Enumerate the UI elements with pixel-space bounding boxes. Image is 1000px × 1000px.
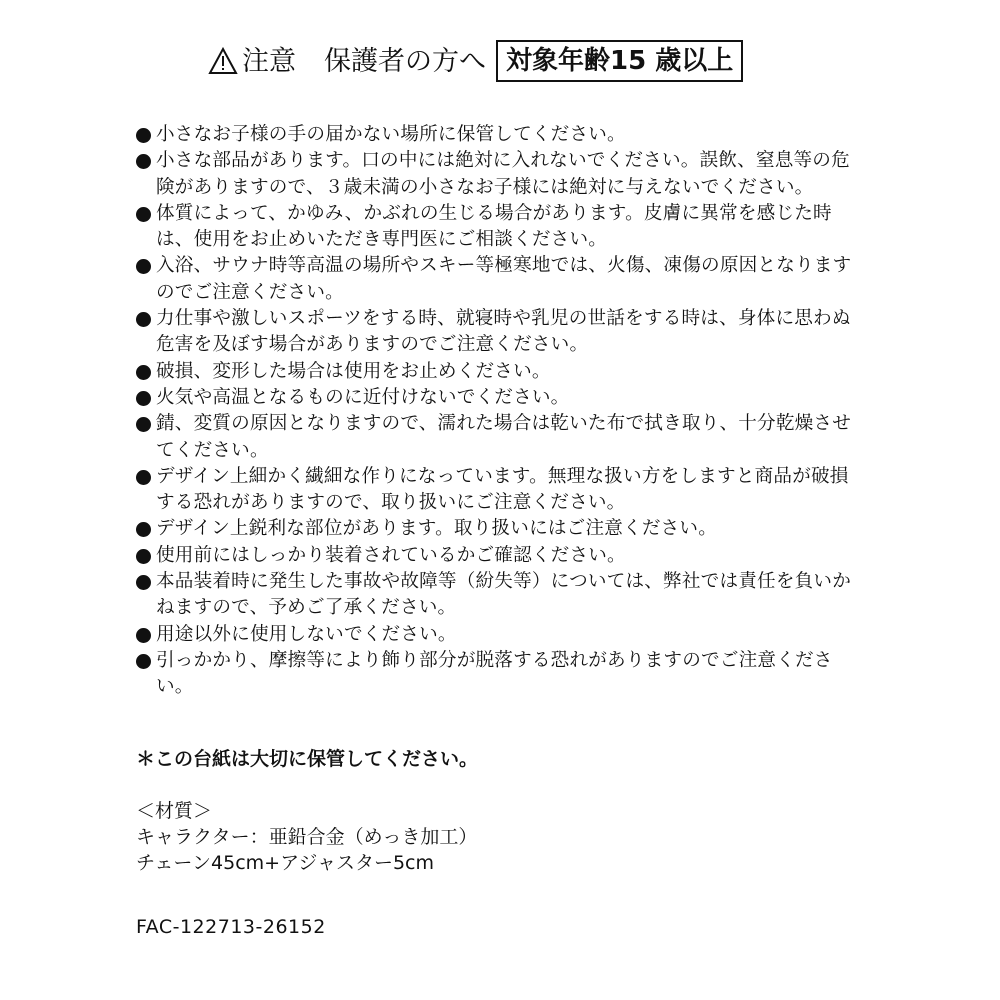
header-subtitle: 保護者の方へ (324, 45, 486, 77)
notice-item (136, 122, 856, 148)
bullet-icon (136, 417, 151, 432)
notice-text: 錆、変質の原因となりますので、濡れた場合は乾いた布で拭き取り、十分乾燥させてください。 (156, 413, 851, 461)
notice-text: 火気や高温となるものに近付けないでください。 (156, 386, 570, 408)
notice-text: 小さなお子様の手の届かない場所に保管してください。 (156, 124, 626, 145)
notice-text: 本品装着時に発生した事故や故障等（紛失等）については、弊社では責任を負いかねますので、予めご了承ください。 (156, 571, 851, 619)
notice-item (136, 543, 856, 569)
product-code: FAC-122713-26152 (136, 916, 326, 938)
notice-text: デザイン上鋭利な部位があります。取り扱いにはご注意ください。 (156, 518, 718, 540)
notice-text: 小さな部品があります。口の中には絶対に入れないでください。誤飲、窒息等の危険がありますので、３歳未満の小さなお子様には絶対に与えないでください。 (156, 150, 850, 198)
notice-item (136, 516, 856, 542)
warning-triangle-icon (208, 47, 238, 75)
bullet-icon (136, 128, 151, 143)
bullet-icon (136, 575, 151, 590)
warning-header (208, 38, 743, 84)
bullet-icon (136, 654, 151, 669)
material-line: チェーン45cm+アジャスター5cm (136, 852, 435, 874)
notice-item (136, 411, 856, 464)
notice-text: 使用前にはしっかり装着されているかご確認ください。 (156, 544, 626, 566)
material-line: キャラクター：亜鉛合金（めっき加工） (136, 826, 478, 848)
notice-item (136, 569, 856, 622)
notice-item (136, 148, 856, 201)
notice-item (136, 385, 856, 411)
notice-item (136, 359, 856, 385)
notice-item (136, 464, 856, 517)
bullet-icon (136, 259, 151, 274)
notice-text: デザイン上細かく繊細な作りになっています。無理な扱い方をしますと商品が破損する恐れがありますので、取り扱いにご注意ください。 (156, 465, 849, 514)
materials-heading: ＜材質＞ (136, 800, 213, 822)
notice-item (136, 306, 856, 359)
notice-item (136, 648, 856, 701)
bullet-icon (136, 522, 151, 537)
notice-text: 入浴、サウナ時等高温の場所やスキー等極寒地では、火傷、凍傷の原因となりますのでご注意ください。 (156, 255, 852, 303)
notice-text: 破損、変形した場合は使用をお止めください。 (156, 360, 551, 382)
bullet-icon (136, 391, 151, 406)
notice-item (136, 253, 856, 306)
materials-section (136, 798, 477, 876)
notice-text: 体質によって、かゆみ、かぶれの生じる場合があります。皮膚に異常を感じた時は、使用をお止めいただき専門医にご相談ください。 (156, 202, 832, 251)
keep-card-note: ＊この台紙は大切に保管してください。 (136, 748, 479, 770)
notice-item (136, 622, 856, 648)
notice-text: 引っかかり、摩擦等により飾り部分が脱落する恐れがありますのでご注意ください。 (156, 649, 833, 698)
bullet-icon (136, 207, 151, 222)
age-restriction-box: 対象年齢15 歳以上 (496, 40, 743, 82)
bullet-icon (136, 312, 151, 327)
bullet-icon (136, 470, 151, 485)
notice-list (136, 122, 856, 701)
notice-text: 用途以外に使用しないでください。 (156, 623, 457, 645)
bullet-icon (136, 628, 151, 643)
bullet-icon (136, 549, 151, 564)
bullet-icon (136, 154, 151, 169)
notice-item (136, 201, 856, 254)
header-title: 注意 (242, 45, 296, 77)
notice-text: 力仕事や激しいスポーツをする時、就寝時や乳児の世話をする時は、身体に思わぬ危害を及ぼす場合がありますのでご注意ください。 (156, 308, 851, 356)
bullet-icon (136, 365, 151, 380)
